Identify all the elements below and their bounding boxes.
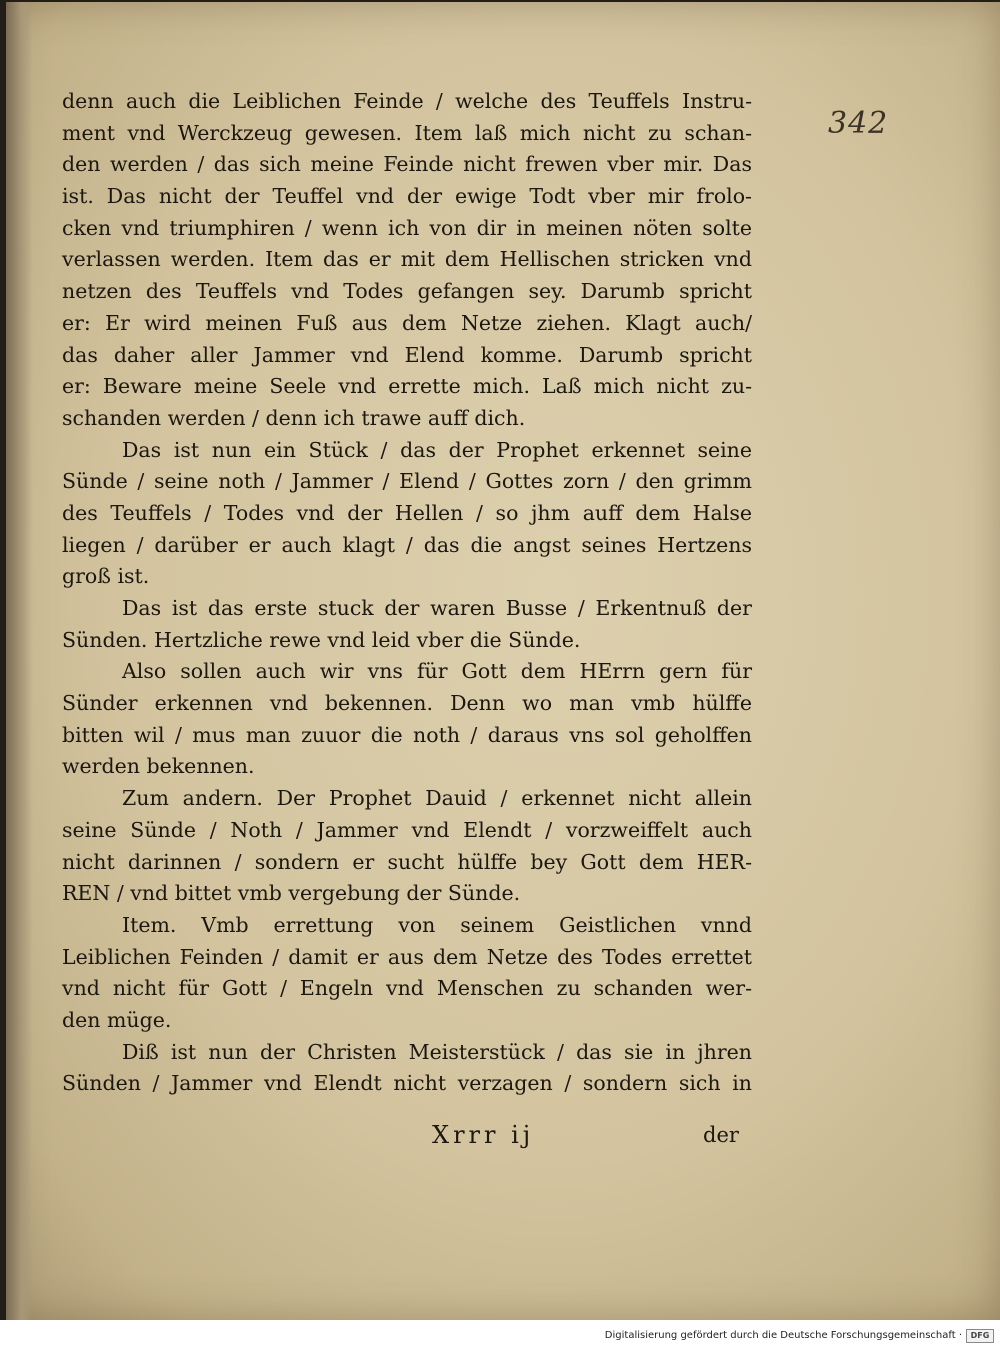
text-line: Sünden / Jammer vnd Elendt nicht verzagen / sondern sich in [62, 1071, 752, 1096]
page-number: 342 [828, 106, 889, 141]
text-line: Item. Vmb errettung von seinem Geistlichen vnnd [122, 912, 752, 937]
signature-mark: Xrrr ij [432, 1121, 535, 1149]
text-line: seine Sünde / Noth / Jammer vnd Elendt / vorzweiffelt auch [62, 817, 752, 842]
text-line: vnd nicht für Gott / Engeln vnd Menschen zu schanden wer- [62, 976, 752, 1001]
text-line: denn auch die Leiblichen Feinde / welche des Teuffels Instru- [62, 89, 752, 113]
text-line: den müge. [62, 1007, 172, 1032]
text-line: werden bekennen. [62, 754, 255, 779]
text-line: Sünder erkennen vnd bekennen. Denn wo man vmb hülffe [62, 691, 752, 716]
text-line: das daher aller Jammer vnd Elend komme. Darumb spricht [62, 342, 752, 367]
text-line: Sünden. Hertzliche rewe vnd leid vber die Sünde. [62, 627, 581, 652]
text-line: liegen / darüber er auch klagt / das die angst seines Hertzens [62, 532, 752, 557]
text-line: netzen des Teuffels vnd Todes gefangen sey. Darumb spricht [62, 279, 752, 304]
text-line: bitten wil / mus man zuuor die noth / daraus vns sol geholffen [62, 722, 752, 747]
text-line: REN / vnd bittet vmb vergebung der Sünde. [62, 881, 521, 906]
text-line: Also sollen auch wir vns für Gott dem HErrn gern für [122, 659, 752, 684]
text-line: den werden / das sich meine Feinde nicht frewen vber mir. Das [62, 152, 752, 177]
footer-bar [0, 1320, 1000, 1348]
text-line: ist. Das nicht der Teuffel vnd der ewige Todt vber mir frolo- [62, 184, 752, 209]
text-line: er: Beware meine Seele vnd errette mich. Laß mich nicht zu- [62, 374, 752, 399]
text-line: verlassen werden. Item das er mit dem Hellischen stricken vnd [62, 247, 752, 272]
text-line: des Teuffels / Todes vnd der Hellen / so jhm auff dem Halse [62, 500, 752, 525]
page-gutter [6, 2, 32, 1320]
text-line: Das ist nun ein Stück / das der Prophet erkennet seine [122, 437, 752, 462]
text-line: Leiblichen Feinden / damit er aus dem Netze des Todes errettet [62, 944, 752, 969]
text-line: groß ist. [62, 564, 150, 589]
text-line: Zum andern. Der Prophet Dauid / erkennet nicht allein [122, 786, 752, 811]
text-line: cken vnd triumphiren / wenn ich von dir in meinen nöten solte [62, 215, 752, 240]
dfg-logo-icon: DFG [966, 1329, 994, 1343]
page-text [62, 86, 752, 1100]
text-line: Diß ist nun der Christen Meisterstück / das sie in jhren [122, 1039, 752, 1064]
text-line: ment vnd Werckzeug gewesen. Item laß mich nicht zu schan- [62, 120, 752, 145]
catchword: der [703, 1123, 739, 1147]
text-line: schanden werden / denn ich trawe auff dich. [62, 405, 526, 430]
text-line: nicht darinnen / sondern er sucht hülffe bey Gott dem HER- [62, 849, 752, 874]
text-line: Sünde / seine noth / Jammer / Elend / Gottes zorn / den grimm [62, 469, 752, 494]
footer-credit: Digitalisierung gefördert durch die Deutsche Forschungsgemeinschaft · [604, 1330, 962, 1341]
text-line: er: Er wird meinen Fuß aus dem Netze ziehen. Klagt auch/ [62, 310, 752, 335]
text-line: Das ist das erste stuck der waren Busse / Erkentnuß der [122, 596, 752, 620]
